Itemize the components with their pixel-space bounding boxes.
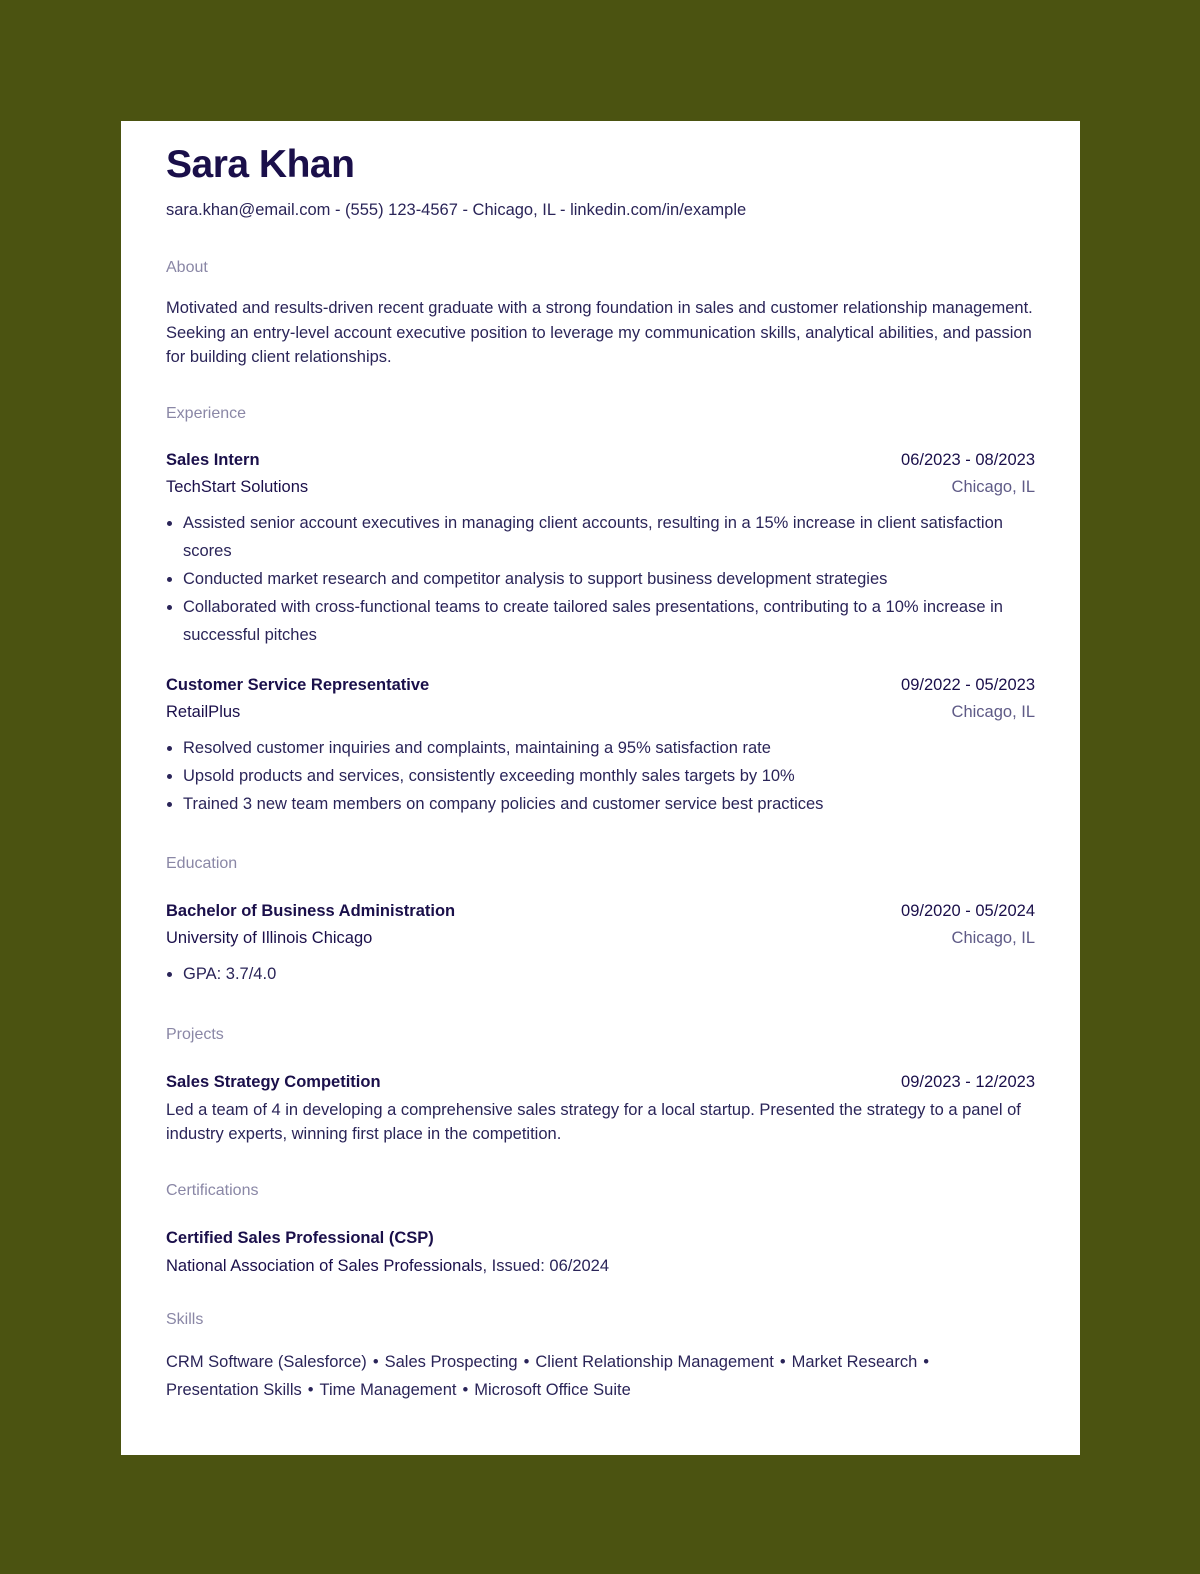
bullet-item: • Resolved customer inquiries and complaints, maintaining a 95% satisfaction rate xyxy=(183,734,1035,762)
certification-issued: , Issued: 06/2024 xyxy=(482,1256,610,1275)
education-bullets xyxy=(166,960,1035,988)
skill-item: Sales Prospecting xyxy=(384,1353,518,1371)
skill-separator: • xyxy=(779,1353,786,1371)
section-title-projects: Projects xyxy=(166,1025,224,1043)
certification-issuer: National Association of Sales Professionals xyxy=(166,1256,483,1275)
candidate-name: Sara Khan xyxy=(166,143,355,186)
company-name: TechStart Solutions xyxy=(166,477,309,496)
job-title: Customer Service Representative xyxy=(166,675,430,694)
degree-name: Bachelor of Business Administration xyxy=(166,901,456,920)
project-description: Led a team of 4 in developing a comprehensive sales strategy for a local startup. Presented the strategy to a panel of industry experts, winning first place in the competition. xyxy=(166,1100,1021,1143)
education-location: Chicago, IL xyxy=(951,928,1035,947)
skill-separator: • xyxy=(523,1353,530,1371)
job-dates: 06/2023 - 08/2023 xyxy=(901,450,1035,469)
skills-list xyxy=(166,1348,1035,1404)
job-location: Chicago, IL xyxy=(951,702,1035,721)
education-dates: 09/2020 - 05/2024 xyxy=(901,901,1035,920)
school-name: University of Illinois Chicago xyxy=(166,928,373,947)
project-dates: 09/2023 - 12/2023 xyxy=(901,1072,1035,1091)
bullet-item: • Assisted senior account executives in managing client accounts, resulting in a 15% increase in client satisfaction scores xyxy=(183,509,1035,565)
bullet-item: • Trained 3 new team members on company policies and customer service best practices xyxy=(183,790,1035,818)
skill-separator: • xyxy=(462,1381,469,1399)
section-title-skills: Skills xyxy=(166,1311,204,1328)
skill-item: Microsoft Office Suite xyxy=(474,1381,631,1399)
bullet-item: • GPA: 3.7/4.0 xyxy=(183,960,1035,988)
about-text: Motivated and results-driven recent graduate with a strong foundation in sales and customer relationship management. Seeking an entry-level account executive position to leverage my communication skills, analytical abilities, and passion for building client relationships. xyxy=(166,299,1033,366)
skill-separator: • xyxy=(923,1353,930,1371)
section-title-certifications: Certifications xyxy=(166,1181,259,1199)
project-name: Sales Strategy Competition xyxy=(166,1072,381,1091)
skill-item: Market Research xyxy=(791,1353,918,1371)
skill-separator: • xyxy=(372,1353,379,1371)
section-title-about: About xyxy=(166,259,208,276)
experience-entry xyxy=(166,449,1035,649)
job-dates: 09/2022 - 05/2023 xyxy=(901,675,1035,694)
skill-item: Client Relationship Management xyxy=(535,1353,774,1371)
skill-item: Time Management xyxy=(319,1381,457,1399)
company-name: RetailPlus xyxy=(166,702,241,721)
bullet-item: • Collaborated with cross-functional teams to create tailored sales presentations, contributing to a 10% increase in successful pitches xyxy=(183,593,1035,649)
job-location: Chicago, IL xyxy=(951,477,1035,496)
job-title: Sales Intern xyxy=(166,450,260,469)
education-entry xyxy=(166,900,1035,988)
certification-entry xyxy=(166,1227,1035,1279)
experience-entry xyxy=(166,674,1035,818)
skill-item: CRM Software (Salesforce) xyxy=(166,1353,367,1371)
job-bullets xyxy=(166,734,1035,818)
skill-item: Presentation Skills xyxy=(166,1381,302,1399)
project-entry xyxy=(166,1071,1035,1147)
bullet-item: • Upsold products and services, consistently exceeding monthly sales targets by 10% xyxy=(183,762,1035,790)
resume-page xyxy=(121,121,1080,1455)
job-bullets xyxy=(166,509,1035,649)
contact-line: sara.khan@email.com - (555) 123-4567 - Chicago, IL - linkedin.com/in/example xyxy=(166,201,747,219)
section-title-experience: Experience xyxy=(166,404,247,422)
bullet-item: • Conducted market research and competitor analysis to support business development strategies xyxy=(183,565,1035,593)
certification-name: Certified Sales Professional (CSP) xyxy=(166,1228,434,1247)
skill-separator: • xyxy=(307,1381,314,1399)
section-title-education: Education xyxy=(166,854,238,872)
